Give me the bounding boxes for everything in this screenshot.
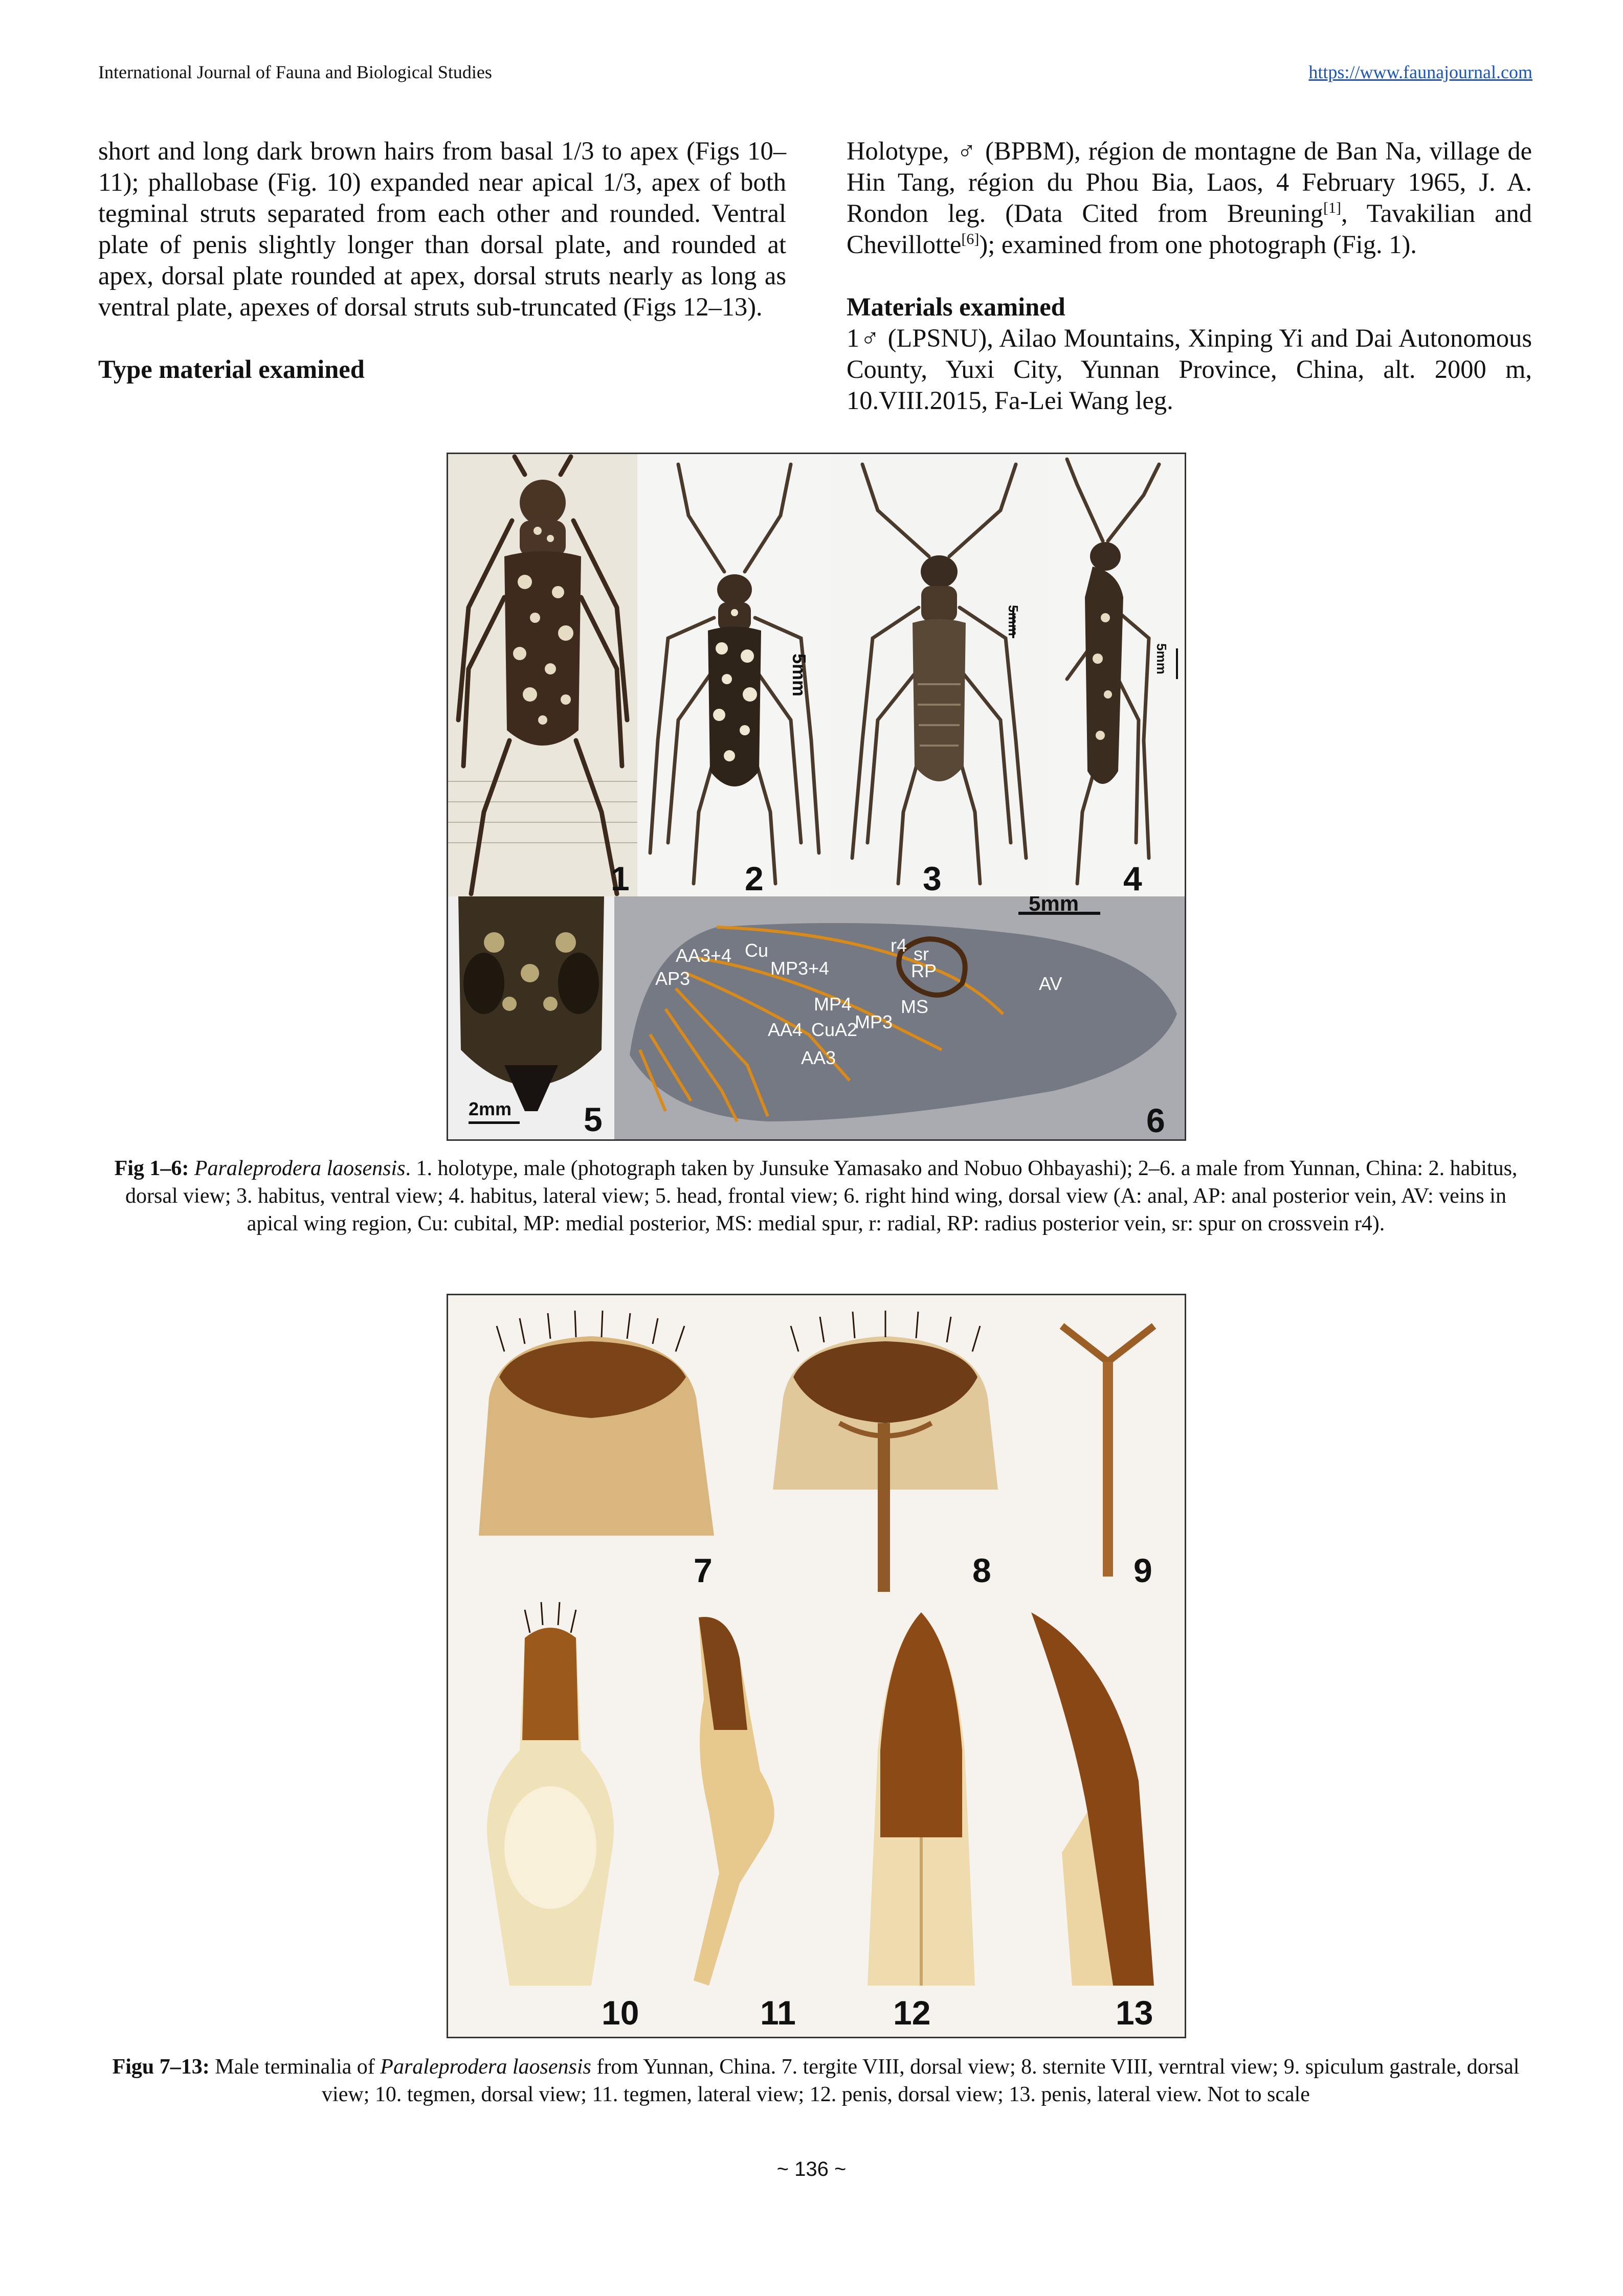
- panel-number-6: 6: [1146, 1101, 1165, 1139]
- citation-1[interactable]: [1]: [1323, 199, 1341, 217]
- penis-lateral-image: [1011, 1597, 1185, 2037]
- materials-examined-heading: Materials examined: [847, 292, 1065, 321]
- panel-number-7: 7: [694, 1551, 713, 1589]
- citation-6[interactable]: [6]: [961, 231, 980, 248]
- caption-species-fig1-6: Paraleprodera laosensis: [194, 1157, 406, 1180]
- panel-7-tergite-viii: [448, 1295, 737, 1597]
- caption-text-fig7-13: from Yunnan, China. 7. tergite VIII, dorsal view; 8. sternite VIII, verntral view; 9. spiculum gastrale, dorsal view; 10. tegmen, dorsal view; 11. tegmen, lateral view; 12. penis, dorsal view; 13. penis, lateral view. Not to scale: [322, 2055, 1520, 2106]
- panel-number-11: 11: [760, 1994, 796, 2032]
- caption-species-fig7-13: Paraleprodera laosensis: [380, 2055, 591, 2079]
- panel-11-tegmen-lateral: [653, 1597, 832, 2037]
- panel-1-holotype-photo: [448, 454, 637, 896]
- penis-dorsal-image: [832, 1597, 1011, 2037]
- materials-paragraph: 1♂ (LPSNU), Ailao Mountains, Xinping Yi and Dai Autonomous County, Yuxi City, Yunnan Province, China, alt. 2000 m, 10.VIII.2015, Fa-Lei Wang leg.: [847, 324, 1532, 415]
- figure-7-13-caption: [102, 2053, 1529, 2108]
- vein-label-aa3: AA3: [801, 1047, 836, 1068]
- panel-number-13: 13: [1116, 1994, 1153, 2032]
- vein-label-ap3: AP3: [655, 968, 691, 989]
- hind-wing-image: [614, 896, 1185, 1139]
- panel-3-ventral-view: [832, 454, 1047, 896]
- description-paragraph: short and long dark brown hairs from basal 1/3 to apex (Figs 10–11); phallobase (Fig. 10) expanded near apical 1/3, apex of both tegminal struts separated from each other and rounded. Ventral plate of penis slightly longer than dorsal plate, and rounded at apex, dorsal plate rounded at apex, dorsal struts nearly as long as ventral plate, apexes of dorsal struts sub-truncated (Figs 12–13).: [98, 137, 786, 321]
- vein-label-aa4: AA4: [768, 1019, 803, 1040]
- panel-number-2: 2: [745, 860, 764, 896]
- vein-label-mp4: MP4: [814, 994, 852, 1015]
- spiculum-image: [1031, 1295, 1185, 1597]
- panel-number-3: 3: [923, 860, 942, 896]
- panel-13-penis-lateral: [1011, 1597, 1185, 2037]
- panel-number-12: 12: [893, 1994, 931, 2032]
- figure-1-6-plate: [447, 453, 1186, 1141]
- holotype-text-c: ); examined from one photograph (Fig. 1).: [979, 230, 1417, 259]
- beetle-holotype-image: [448, 454, 637, 896]
- vein-label-aa3-4: AA3+4: [676, 945, 732, 966]
- type-material-heading: Type material examined: [98, 355, 365, 384]
- panel-number-5: 5: [584, 1100, 603, 1138]
- panel-9-spiculum-gastrale: [1031, 1295, 1185, 1597]
- panel-4-lateral-view: [1047, 454, 1185, 896]
- panel-number-8: 8: [972, 1551, 991, 1589]
- panel-number-9: 9: [1133, 1551, 1152, 1589]
- vein-label-rp: RP: [911, 960, 937, 981]
- holotype-paragraph: [847, 136, 1532, 260]
- panel-number-4: 4: [1123, 860, 1142, 896]
- left-column: [98, 136, 786, 385]
- vein-label-av: AV: [1039, 973, 1062, 994]
- caption-label-fig1-6: Fig 1–6:: [114, 1157, 189, 1180]
- caption-pre-fig7-13: Male terminalia of: [209, 2055, 381, 2079]
- vein-label-sr: sr: [914, 943, 929, 964]
- tegmen-lateral-image: [653, 1597, 832, 2037]
- journal-url-link[interactable]: https://www.faunajournal.com: [1308, 62, 1532, 82]
- holotype-text-a: Holotype, ♂ (BPBM), région de montagne de Ban Na, village de Hin Tang, région du Phou Bia, Laos, 4 February 1965, J. A. Rondon leg. (Data Cited from Breuning: [847, 137, 1532, 228]
- panel-8-sternite-viii: [737, 1295, 1031, 1597]
- panel-6-hind-wing: [614, 896, 1185, 1139]
- right-column: [847, 136, 1532, 416]
- scale-bar-label-4: 5mm: [1154, 643, 1169, 674]
- caption-label-fig7-13: Figu 7–13:: [112, 2055, 210, 2079]
- page-number: ~ 136 ~: [776, 2158, 847, 2180]
- journal-title: International Journal of Fauna and Biological Studies: [98, 62, 492, 82]
- vein-label-mp3-4: MP3+4: [770, 958, 830, 979]
- figure-7-13-plate: [447, 1294, 1186, 2038]
- vein-label-mp3: MP3: [855, 1011, 893, 1032]
- scale-bar-label-6: 5mm: [1029, 896, 1079, 915]
- scale-bar-label-3: 5mm: [1006, 605, 1021, 636]
- vein-label-ms: MS: [901, 996, 928, 1017]
- panel-10-tegmen-dorsal: [448, 1597, 653, 2037]
- panel-12-penis-dorsal: [832, 1597, 1011, 2037]
- caption-text-fig1-6: . 1. holotype, male (photograph taken by Junsuke Yamasako and Nobuo Ohbayashi); 2–6. a male from Yunnan, China: 2. habitus, dorsal view; 3. habitus, ventral view; 4. habitus, lateral view; 5. head, frontal view; 6. right hind wing, dorsal view (A: anal, AP: anal posterior vein, AV: veins in apical wing region, Cu: cubital, MP: medial posterior, MS: medial spur, r: radial, RP: radius posterior vein, sr: spur on crossvein r4).: [125, 1157, 1518, 1235]
- figure-1-6-caption: [102, 1155, 1529, 1237]
- panel-2-dorsal-view: [637, 454, 832, 896]
- vein-label-cu: Cu: [745, 940, 769, 961]
- scale-bar-label-2: 5mm: [789, 654, 810, 697]
- holotype-text-b: , Tavakilian and Chevillotte: [847, 199, 1532, 259]
- vein-label-cua2: CuA2: [811, 1019, 858, 1040]
- scale-bar-label-5: 2mm: [469, 1098, 512, 1119]
- panel-5-head-frontal: [448, 896, 614, 1139]
- panel-number-1: 1: [611, 860, 630, 896]
- beetle-ventral-image: [832, 454, 1047, 896]
- vein-label-r4: r4: [891, 935, 907, 956]
- beetle-lateral-image: [1047, 454, 1185, 896]
- tegmen-dorsal-image: [448, 1597, 653, 2037]
- panel-number-10: 10: [602, 1994, 639, 2032]
